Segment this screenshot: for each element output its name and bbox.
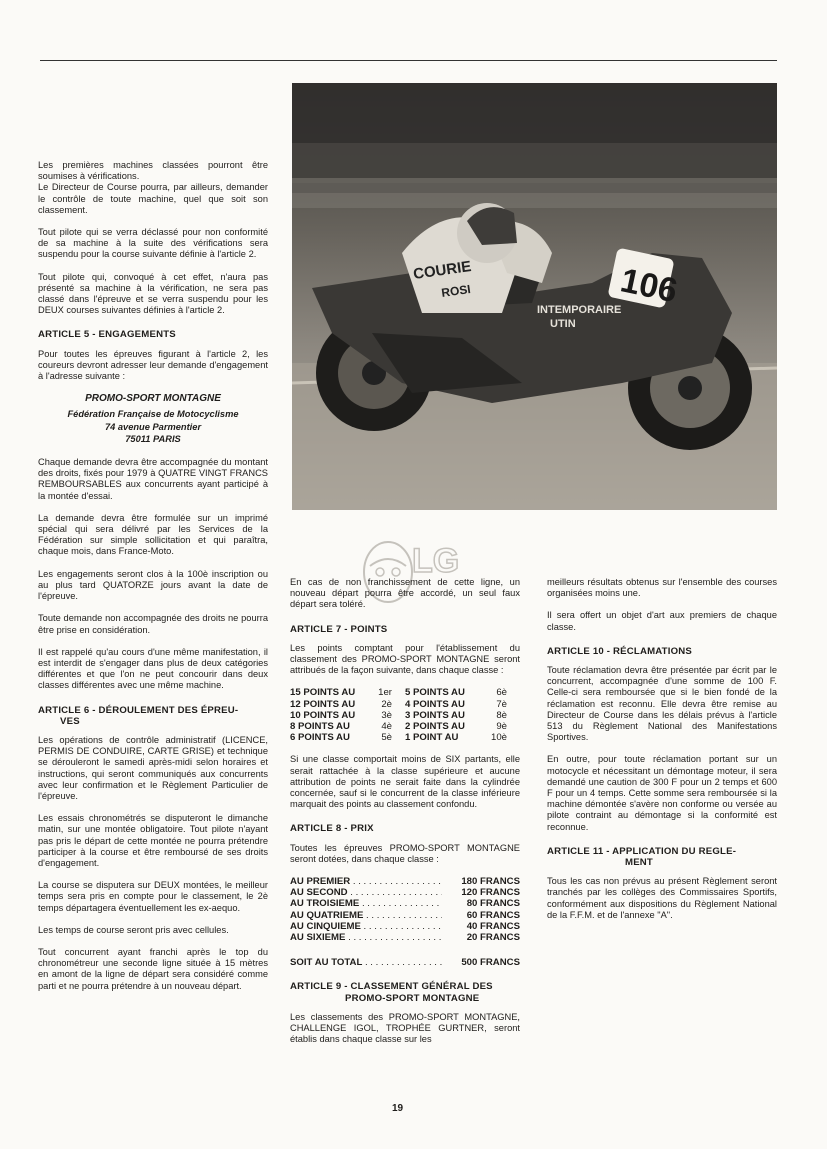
heading-line: ARTICLE 9 - CLASSEMENT GÉNÉRAL DES [290,981,493,993]
points-value: 12 POINTS AU [290,698,356,710]
prize-row [290,921,520,932]
address-street: 74 avenue Parmentier [104,421,202,432]
paragraph: Les engagements seront clos à la 100è inscription ou au plus tard QUATORZE jours avant la date de l'épreuve. [38,568,268,602]
leathers-text: COURIE [412,258,473,283]
prize-amount: 20 FRANCS [466,932,520,944]
points-rank: 1er [378,687,392,699]
prize-row [290,876,520,887]
heading-line: MENT [625,857,653,869]
paragraph: En cas de non franchissement de cette ligne, un nouveau départ pourra être accordé, un seul faux départ sera toléré. [290,577,520,610]
article-7-heading: ARTICLE 7 - POINTS [290,623,388,635]
article-11-heading [547,846,777,868]
article-6-heading [38,705,268,727]
paragraph: Tout concurrent ayant franchi après le top du chronométreur une seconde ligne située à 15 mètres en amont de la ligne de départ sera considéré comme parti et ne pourra prétendre à un nouveau départ. [38,946,268,991]
paragraph: meilleurs résultats obtenus sur l'ensemble des courses organisées moins une. [547,577,777,599]
points-rank: 9è [496,721,507,733]
points-rank: 5è [381,732,392,744]
points-rank: 8è [496,709,507,721]
address-org: Fédération Française de Motocyclisme [67,409,239,420]
article-9-heading [290,981,520,1003]
points-cell [290,710,405,721]
paragraph: Tous les cas non prévus au présent Règlement seront tranchés par les collèges des Commissaires Sportifs, conformément aux dispositions du Règlement National de la F.F.M. et de l'annexe "A". [547,876,777,920]
prize-label: AU QUATRIEME . . . [290,910,442,921]
address-block [38,393,268,445]
prize-amount: 80 FRANCS [466,898,520,910]
paragraph: Si une classe comportait moins de SIX partants, elle serait rattachée à la classe supérieure et aucune attribution de points ne serait faite dans la cylindrée concernée, sauf si le concurrent de la classe inférieure marquait des points au classement confondu. [290,754,520,810]
paragraph: Les points comptant pour l'établissement du classement des PROMO-SPORT MONTAGNE seront attribués de la façon suivante, dans chaque classe : [290,642,520,676]
prize-amount: 180 FRANCS [461,876,520,888]
heading-line: ARTICLE 11 - APPLICATION DU REGLE- [547,845,737,857]
prize-total [290,957,520,968]
paragraph: La course se disputera sur DEUX montées, le meilleur temps sera pris en compte pour le classement, le 2è temps départagera éventuellement les ex-aequo. [38,880,268,913]
header-rule [40,60,777,61]
column-right [547,577,777,932]
points-row [290,721,520,732]
paragraph: Tout pilote qui se verra déclassé pour non conformité de sa machine à la suite des vérifications sera suspendu pour la course suivante définie à l'article 2. [38,227,268,260]
points-value: 4 POINTS AU [405,698,465,710]
paragraph: Pour toutes les épreuves figurant à l'article 2, les coureurs devront adresser leur demande d'engagement à l'adresse suivante : [38,348,268,382]
prize-amount: 120 FRANCS [461,887,520,899]
total-amount: 500 FRANCS [461,957,520,969]
points-rank: 10è [490,732,507,744]
bike-number: 106 [617,261,681,311]
points-cell [405,710,520,721]
paragraph: Toutes les épreuves PROMO-SPORT MONTAGNE seront dotées, dans chaque classe : [290,842,520,864]
points-row [290,699,520,710]
fairing-text: INTEMPORAIRE [537,304,622,316]
heading-line: VES [60,715,80,727]
points-value: 5 POINTS AU [405,687,465,699]
points-value: 10 POINTS AU [290,709,356,721]
points-value: 3 POINTS AU [405,709,465,721]
points-cell [290,721,405,732]
paragraph: Les premières machines classées pourront être soumises à vérifications. [38,160,268,182]
paragraph: Chaque demande devra être accompagnée du montant des droits, fixés pour 1979 à QUATRE VINGT FRANCS REMBOURSABLES aux concurrents ayant participé à la montée d'essai. [38,457,268,501]
points-value: 1 POINT AU [405,732,459,744]
paragraph: Les temps de course seront pris avec cellules. [38,924,229,935]
paragraph: Toute réclamation devra être présentée par écrit par le concurrent, accompagnée d'une somme de 100 F. Celle-ci sera remboursée que si le bien fondé de la réclamation est reconnu. Elle devra être remise au Directeur de Course dans les délais prévus à l'article 513 du Règlement National des Manifestations Sportives. [547,665,777,743]
paragraph: Il sera offert un objet d'art aux premiers de chaque classe. [547,610,777,632]
address-name: PROMO-SPORT MONTAGNE [85,393,221,405]
points-row [290,732,520,743]
points-row [290,710,520,721]
points-value: 2 POINTS AU [405,721,465,733]
paragraph: Toute demande non accompagnée des droits ne pourra être prise en considération. [38,613,268,635]
paragraph: La demande devra être formulée sur un imprimé spécial qui sera délivré par les Services de la Fédération sur simple sollicitation et qui paraîtra, chaque mois, dans France-Moto. [38,512,268,557]
prize-row [290,887,520,898]
points-cell [290,687,405,698]
prize-label: AU PREMIER . . . [290,876,442,887]
address-city: 75011 PARIS [125,433,181,444]
points-rank: 7è [496,698,507,710]
paragraph: En outre, pour toute réclamation portant sur un motocycle et nécessitant un démontage moteur, il sera demandé une caution de 300 F pour un 2 temps et 600 F pour un 4 temps. Cette somme sera remboursée si la machine démontée s'avère non conforme ou versée au pilote contraint au démontage si la conformité est reconnue. [547,754,777,832]
column-left [38,160,268,1003]
paragraph: Il est rappelé qu'au cours d'une même manifestation, il est interdit de s'engager dans plus de deux catégories différentes et que l'on ne peut concourir dans deux classes différentes avec une même machine. [38,646,268,691]
points-cell [405,732,520,743]
points-value: 8 POINTS AU [290,721,350,733]
watermark-text: LG [412,542,460,580]
points-table [290,687,520,743]
prize-row [290,932,520,943]
prize-label: AU TROISIEME . . . [290,898,442,909]
prize-label: AU SIXIEME . . . [290,932,442,943]
prize-row [290,898,520,909]
article-10-heading: ARTICLE 10 - RÉCLAMATIONS [547,645,692,657]
heading-line: PROMO-SPORT MONTAGNE [345,992,480,1004]
points-rank: 6è [496,687,507,699]
photo-drawing [292,83,777,510]
article-5-heading: ARTICLE 5 - ENGAGEMENTS [38,329,176,341]
points-cell [405,721,520,732]
motorcycle-racing-photo [292,83,777,510]
column-middle [290,577,520,1057]
prize-label: AU SECOND . . . [290,887,442,898]
prize-row [290,910,520,921]
prize-amount: 60 FRANCS [466,909,520,921]
fairing-text: UTIN [550,318,576,330]
total-row [290,957,520,968]
points-value: 6 POINTS AU [290,732,350,744]
paragraph: Tout pilote qui, convoqué à cet effet, n'aura pas présenté sa machine à la vérification, ne sera pas classé dans l'épreuve et se verra suspendu pour les DEUX courses suivantes définies à l'article 2. [38,271,268,316]
article-8-heading: ARTICLE 8 - PRIX [290,823,374,835]
paragraph: Les classements des PROMO-SPORT MONTAGNE, CHALLENGE IGOL, TROPHÉE GURTNER, seront établis dans chaque classe sur les [290,1011,520,1045]
points-cell [405,699,520,710]
prize-label: AU CINQUIEME . . . [290,921,442,932]
points-cell [290,732,405,743]
points-value: 15 POINTS AU [290,687,356,699]
points-cell [290,699,405,710]
points-rank: 3è [381,709,392,721]
page-number: 19 [392,1103,404,1114]
paragraph: Les essais chronométrés se disputeront le dimanche matin, sur une montée obligatoire. Tout pilote n'ayant pas pris le départ de cette montée ne pourra prétendre participer à la course et être remboursé de ses droits d'engagement. [38,813,268,868]
heading-line: ARTICLE 6 - DÉROULEMENT DES ÉPREU- [38,704,239,716]
points-rank: 4è [381,721,392,733]
points-row [290,687,520,698]
leathers-text: ROSI [440,282,472,300]
total-label: SOIT AU TOTAL . . . [290,957,442,968]
prize-amount: 40 FRANCS [466,920,520,932]
points-cell [405,687,520,698]
paragraph: Les opérations de contrôle administratif (LICENCE, PERMIS DE CONDUIRE, CARTE GRISE) et technique se dérouleront le samedi après-midi selon horaires et instructions, qui seront communiqués aux concurrents avec leur confirmation et le Règlement Particulier de l'épreuve. [38,734,268,801]
points-rank: 2è [381,698,392,710]
paragraph: Le Directeur de Course pourra, par ailleurs, demander le contrôle de toute machine, quel que soit son classement. [38,182,268,215]
prize-table [290,876,520,943]
